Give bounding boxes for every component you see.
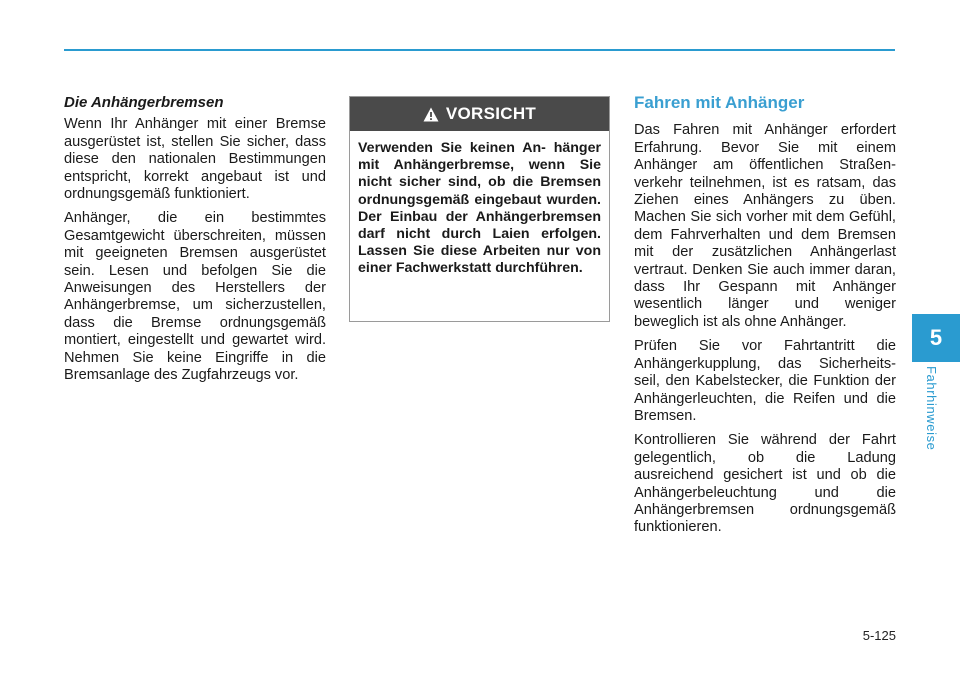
- chapter-label: Fahrhinweise: [924, 366, 939, 451]
- caution-header: [350, 97, 609, 131]
- caution-box: [349, 96, 610, 322]
- paragraph: Anhänger, die ein bestimmtes Gesamtgewicht überschreiten, müssen mit geeigneten Bremsen ausgerüstet sein. Lesen und befolgen Sie die Anweisungen des Herstellers der Anhängerbremse, um sicherzustellen, dass die Bremse ordnungsgemäß montiert, eingestellt und gewartet wird. Nehmen Sie keine Eingriffe in die Bremsanlage des Zugfahrzeugs vor.: [64, 210, 326, 384]
- paragraph: Wenn Ihr Anhänger mit einer Bremse ausgerüstet ist, stellen Sie sicher, dass diese den nationalen Bestimmungen entspricht, korrekt angebaut ist und ordnungsgemäß funktioniert.: [64, 116, 326, 203]
- paragraph: Prüfen Sie vor Fahrtantritt die Anhängerkupplung, das Sicherheits- seil, den Kabelstecker, die Funktion der Anhängerleuchten, die Reifen und die Bremsen.: [634, 338, 896, 424]
- paragraph: Kontrollieren Sie während der Fahrt gelegentlich, ob die Ladung ausreichend gesichert ist und ob die Anhängerbeleuchtung und die Anhängerbremsen ordnungsgemäß funktionieren.: [634, 432, 896, 536]
- right-column: [634, 94, 896, 544]
- section-heading: Fahren mit Anhänger: [634, 93, 805, 112]
- section-subheading: Die Anhängerbremsen: [64, 94, 224, 111]
- top-rule: [64, 49, 895, 51]
- left-column: [64, 94, 326, 392]
- paragraph: Das Fahren mit Anhänger erfordert Erfahrung. Bevor Sie mit einem Anhänger am öffentlichen Straßen- verkehr teilnehmen, ist es ratsam, das Ziehen eines Anhängers zu üben. Machen Sie sich vorher mit dem Gefühl, dem Fahrverhalten und dem Bremsen mit der zusätzlichen Anhängerlast vertraut. Denken Sie auch immer daran, dass Ihr Gespann mit Anhänger wesentlich länger und weniger beweglich ist als ohne Anhänger.: [634, 122, 896, 330]
- caution-text: Verwenden Sie keinen An- hänger mit Anhängerbremse, wenn Sie nicht sicher sind, ob die Bremsen ordnungsgemäß eingebaut wurden. Der Einbau der Anhängerbremsen darf nicht durch Laien erfolgen. Lassen Sie diese Arbeiten nur von einer Fachwerkstatt durchführen.: [358, 140, 601, 277]
- warning-triangle-icon: [423, 107, 439, 122]
- chapter-tab: 5: [912, 314, 960, 362]
- page-number: 5-125: [862, 628, 896, 643]
- caution-title: VORSICHT: [445, 104, 537, 123]
